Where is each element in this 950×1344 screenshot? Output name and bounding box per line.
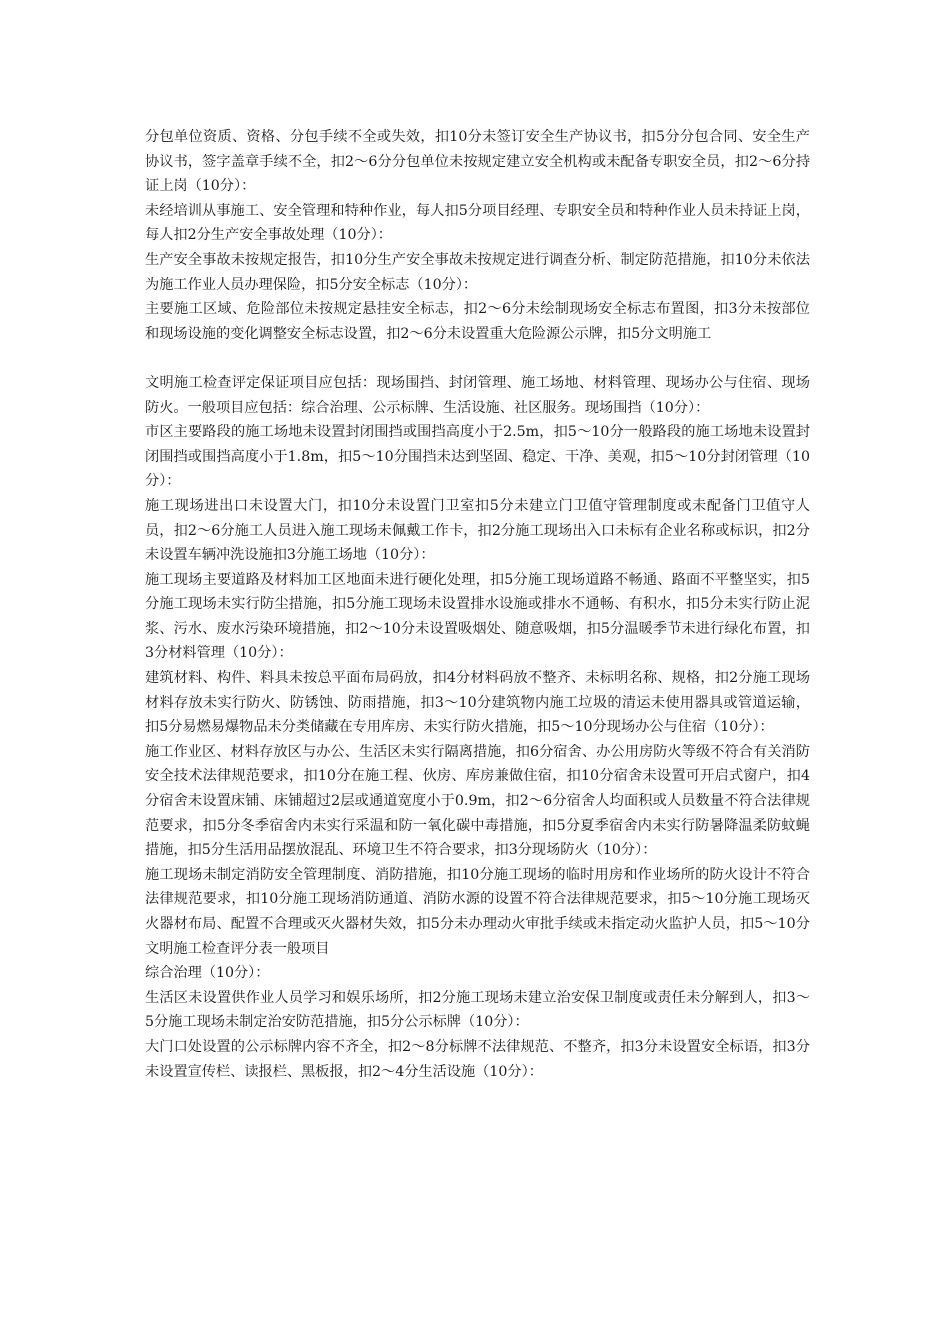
paragraph-material-management: 建筑材料、构件、料具未按总平面布局码放，扣4分材料码放不整齐、未标明名称、规格，扣2分施工现场材料存放未实行防火、防锈蚀、防雨措施，扣3～10分建筑物内施工垃圾的清运未使用器具或管道运输，扣5分易燃易爆物品未分类储藏在专用库房、未实行防火措施，扣5～10分现场办公与住宿（10分）： bbox=[145, 670, 810, 736]
paragraph-safety-signs: 主要施工区域、危险部位未按规定悬挂安全标志，扣2～6分未绘制现场安全标志布置图，扣3分未按部位和现场设施的变化调整安全标志设置，扣2～6分未设置重大危险源公示牌，扣5分文明施工 bbox=[145, 301, 810, 342]
paragraph-fire-prevention: 施工现场未制定消防安全管理制度、消防措施，扣10分施工现场的临时用房和作业场所的防火设计不符合法律规范要求，扣10分施工现场消防通道、消防水源的设置不符合法律规范要求，扣5～10分施工现场灭火器材布局、配置不合理或灭火器材失效，扣5分未办理动火审批手续或未指定动火监护人员，扣5～10分文明施工检查评分表一般项目 bbox=[145, 866, 810, 957]
paragraph-living-area: 生活区未设置供作业人员学习和娱乐场所，扣2分施工现场未建立治安保卫制度或责任未分解到人，扣3～5分施工现场未制定治安防范措施，扣5分公示标牌（10分）： bbox=[145, 989, 810, 1031]
paragraph-site-enclosure: 市区主要路段的施工场地未设置封闭围挡或围挡高度小于2.5m，扣5～10分一般路段的施工场地未设置封闭围挡或围挡高度小于1.8m，扣5～10分围挡未达到坚固、稳定、干净、美观，扣5～10分封闭管理（10分）： bbox=[145, 424, 810, 490]
paragraph-civilized-construction: 文明施工检查评定保证项目应包括：现场围挡、封闭管理、施工场地、材料管理、现场办公与住宿、现场防火。一般项目应包括：综合治理、公示标牌、生活设施、社区服务。现场围挡（10分）： bbox=[145, 374, 810, 416]
paragraph-closed-management: 施工现场进出口未设置大门，扣10分未设置门卫室扣5分未建立门卫值守管理制度或未配备门卫值守人员，扣2～6分施工人员进入施工现场未佩戴工作卡，扣2分施工现场出入口未标有企业名称或标识，扣2分未设置车辆冲洗设施扣3分施工场地（10分）： bbox=[145, 497, 810, 564]
paragraph-public-signage: 大门口处设置的公示标牌内容不齐全，扣2～8分标牌不法律规范、不整齐，扣3分未设置安全标语，扣3分未设置宣传栏、读报栏、黑板报，扣2～4分生活设施（10分）： bbox=[145, 1038, 810, 1080]
paragraph-accident-handling: 生产安全事故未按规定报告，扣10分生产安全事故未按规定进行调查分析、制定防范措施，扣10分未依法为施工作业人员办理保险，扣5分安全标志（10分）： bbox=[145, 251, 810, 293]
paragraph-subcontract: 分包单位资质、资格、分包手续不全或失效，扣10分未签订安全生产协议书，扣5分分包合同、安全生产协议书，签字盖章手续不全，扣2～6分分包单位未按规定建立安全机构或未配备专职安全员，扣2～6分持证上岗（10分）： bbox=[145, 129, 811, 195]
paragraph-office-accommodation: 施工作业区、材料存放区与办公、生活区未实行隔离措施，扣6分宿舍、办公用房防火等级不符合有关消防安全技术法律规范要求，扣10分在施工程、伙房、库房兼做住宿，扣10分宿舍未设置可开启式窗户，扣4分宿舍未设置床铺、床铺超过2层或通道宽度小于0.9m，扣2～6分宿舍人均面积或人员数量不符合法律规范要求，扣5分冬季宿舍内未实行采温和防一氧化碳中毒措施，扣5分夏季宿舍内未实行防暑降温柔防蚊蝇措施，扣5分生活用品摆放混乱、环境卫生不符合要求，扣3分现场防火（10分）： bbox=[145, 743, 810, 859]
paragraph-comprehensive-governance: 综合治理（10分）： bbox=[145, 965, 270, 982]
document-body bbox=[145, 125, 810, 1084]
paragraph-certification: 未经培训从事施工、安全管理和特种作业，每人扣5分项目经理、专职安全员和特种作业人员未持证上岗，每人扣2分生产安全事故处理（10分）： bbox=[145, 202, 810, 244]
paragraph-construction-site: 施工现场主要道路及材料加工区地面未进行硬化处理，扣5分施工现场道路不畅通、路面不平整坚实，扣5分施工现场未实行防尘措施，扣5分施工现场未设置排水设施或排水不通畅、有积水，扣5分未实行防止泥浆、污水、废水污染环境措施，扣2～10分未设置吸烟处、随意吸烟，扣5分温暖季节未进行绿化布置，扣3分材料管理（10分）： bbox=[145, 571, 810, 662]
